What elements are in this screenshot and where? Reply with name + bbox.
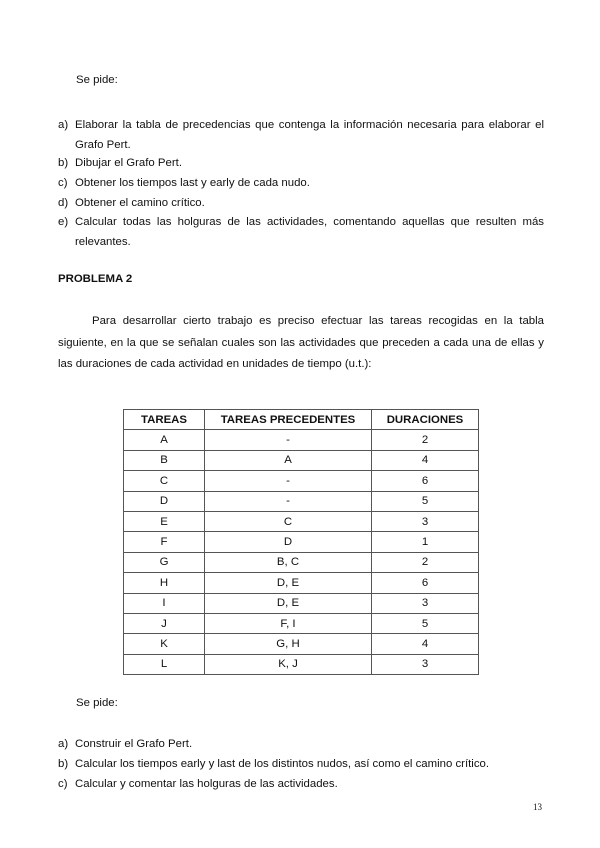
list-marker: b) [58,157,69,169]
task-cell: J [124,613,205,633]
list-text: Obtener el camino crítico. [75,197,205,209]
se-pide-label: Se pide: [76,74,118,86]
task-cell: G [124,552,205,572]
list-text: Elaborar la tabla de precedencias que contenga la información necesaria para elaborar el Grafo Pert. [75,119,544,151]
problem-title: PROBLEMA 2 [58,273,133,285]
precedent-cell: D, E [205,593,372,613]
task-cell: C [124,471,205,491]
list-item [58,115,544,155]
precedent-cell: C [205,511,372,531]
table-header-row [124,410,479,430]
table-header: TAREAS PRECEDENTES [205,410,372,430]
precedent-cell: F, I [205,613,372,633]
precedent-cell: B, C [205,552,372,572]
table-row [124,573,479,593]
table-row [124,654,479,674]
list-text: Construir el Grafo Pert. [75,738,193,750]
list-item [58,193,544,213]
list-text: Calcular y comentar las holguras de las actividades. [75,778,338,790]
precedent-cell: D [205,532,372,552]
task-cell: D [124,491,205,511]
list-item [58,212,544,252]
task-cell: A [124,430,205,450]
list-marker: e) [58,216,69,228]
precedent-cell: - [205,471,372,491]
table-header: TAREAS [124,410,205,430]
list-text: Obtener los tiempos last y early de cada nudo. [75,177,310,189]
task-cell: K [124,634,205,654]
list-marker: c) [58,778,68,790]
list-text: Dibujar el Grafo Pert. [75,157,182,169]
list-marker: a) [58,119,69,131]
duration-cell: 3 [372,654,479,674]
list-text: Calcular todas las holguras de las actividades, comentando aquellas que resulten más relevantes. [75,216,544,248]
duration-cell: 4 [372,634,479,654]
table-row [124,593,479,613]
table-row [124,471,479,491]
list-item [58,754,544,774]
precedent-cell: A [205,450,372,470]
list-item [58,734,544,754]
table-row [124,491,479,511]
se-pide-label: Se pide: [76,697,118,709]
table-row [124,552,479,572]
duration-cell: 1 [372,532,479,552]
table-header: DURACIONES [372,410,479,430]
table-row [124,430,479,450]
task-cell: E [124,511,205,531]
table-row [124,613,479,633]
page-number: 13 [533,802,542,812]
table-row [124,450,479,470]
table-row [124,532,479,552]
task-cell: I [124,593,205,613]
list-marker: d) [58,197,69,209]
list-marker: a) [58,738,69,750]
precedent-cell: D, E [205,573,372,593]
list-marker: c) [58,177,68,189]
table-row [124,511,479,531]
duration-cell: 3 [372,593,479,613]
task-cell: F [124,532,205,552]
list-marker: b) [58,758,69,770]
duration-cell: 4 [372,450,479,470]
duration-cell: 6 [372,573,479,593]
duration-cell: 2 [372,430,479,450]
duration-cell: 3 [372,511,479,531]
list-item [58,173,544,193]
duration-cell: 6 [372,471,479,491]
precedence-table [123,409,479,675]
precedent-cell: G, H [205,634,372,654]
duration-cell: 5 [372,491,479,511]
list-item [58,774,544,794]
duration-cell: 5 [372,613,479,633]
task-cell: B [124,450,205,470]
task-cell: H [124,573,205,593]
table-row [124,634,479,654]
precedent-cell: - [205,491,372,511]
precedent-cell: - [205,430,372,450]
task-cell: L [124,654,205,674]
list-text: Calcular los tiempos early y last de los distintos nudos, así como el camino crítico. [75,758,490,770]
duration-cell: 2 [372,552,479,572]
problem-intro: Para desarrollar cierto trabajo es preciso efectuar las tareas recogidas en la tabla siguiente, en la que se señalan cuales son las actividades que preceden a cada una de ellas y las duraciones de cada actividad en unidades de tiempo (u.t.): [58,315,544,370]
precedent-cell: K, J [205,654,372,674]
list-item [58,153,544,173]
